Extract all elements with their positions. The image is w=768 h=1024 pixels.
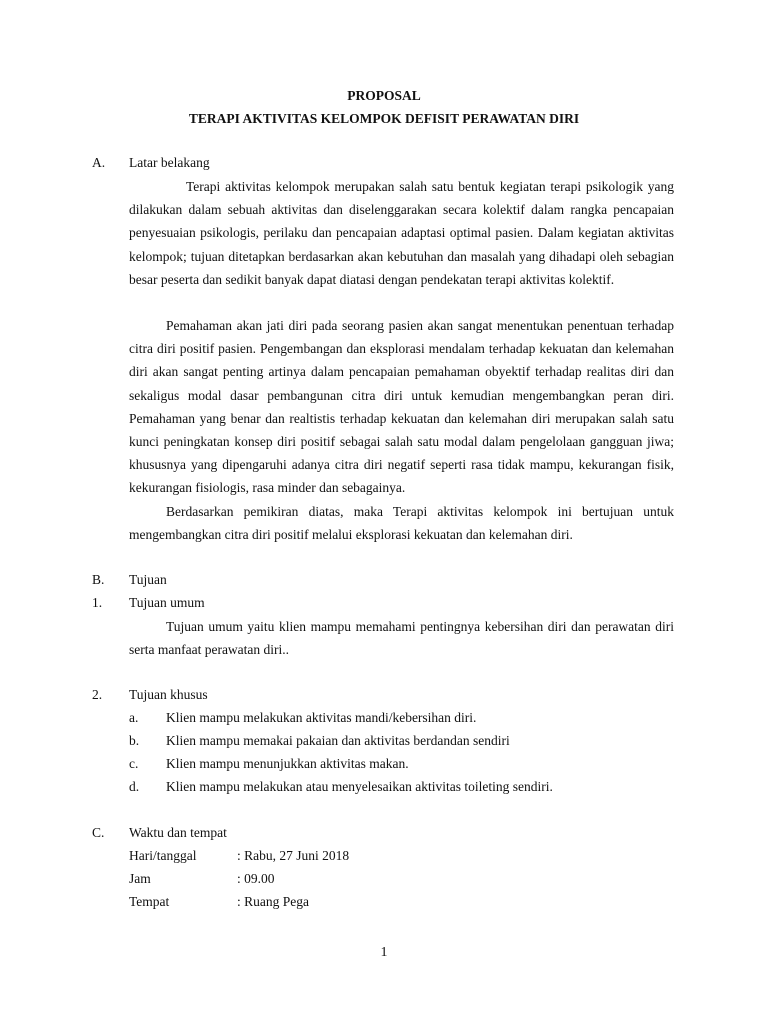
schedule-label-time: Jam [129,871,151,886]
schedule-label-date: Hari/tanggal [129,848,197,863]
document-subtitle: TERAPI AKTIVITAS KELOMPOK DEFISIT PERAWATAN DIRI [188,111,580,126]
list-item: Klien mampu melakukan aktivitas mandi/kebersihan diri. [166,710,477,725]
schedule-value-time: : 09.00 [237,871,275,886]
sub2-marker: 2. [92,687,103,702]
sub1-heading: Tujuan umum [129,595,205,610]
list-item-marker: c. [129,756,139,771]
section-c-heading: Waktu dan tempat [129,825,227,840]
sub1-text: Tujuan umum yaitu klien mampu memahami pentingnya kebersihan diri dan perawatan diri serta manfaat perawatan diri.. [129,619,674,658]
section-b-heading: Tujuan [129,572,167,587]
schedule-label-place: Tempat [129,894,170,909]
section-a-paragraph-3: Berdasarkan pemikiran diatas, maka Terapi aktivitas kelompok ini bertujuan untuk mengembangkan citra diri positif melalui eksplorasi kekuatan dan kelemahan diri. [129,504,674,543]
list-item-marker: a. [129,710,139,725]
document-title: PROPOSAL [347,88,421,103]
section-c-marker: C. [92,825,105,840]
list-item-marker: b. [129,733,140,748]
section-a-heading: Latar belakang [129,155,210,170]
section-a-paragraph-1: Terapi aktivitas kelompok merupakan salah satu bentuk kegiatan terapi psikologik yang dilakukan dalam sebuah aktivitas dan diselenggarakan secara kolektif dalam rangka pencapaian penyesuaian psikologis, perilaku dan pencapaian adaptasi optimal pasien. Dalam kegiatan aktivitas kelompok; tujuan ditetapkan berdasarkan akan kebutuhan dan masalah yang dihadapi oleh sebagian besar peserta dan sedikit banyak dapat diatasi dengan pendekatan terapi aktivitas kolektif. [129,179,674,287]
section-a-paragraph-2: Pemahaman akan jati diri pada seorang pasien akan sangat menentukan penentuan terhadap citra diri positif pasien. Pengembangan dan eksplorasi mendalam terhadap kekuatan dan kelemahan diri akan sangat penting artinya dalam pencapaian pemahaman obyektif terhadap realitas diri dan sekaligus modal dasar pembangunan citra diri untuk kemudian mengembangkan peran diri. Pemahaman yang benar dan realtistis terhadap kekuatan dan kelemahan diri merupakan salah satu kunci peningkatan konsep diri positif sebagai salah satu modal dalam pengelolaan gangguan jiwa; khususnya yang dipengaruhi adanya citra diri negatif seperti rasa tidak mampu, kekurangan fisik, kekurangan fisiologis, rasa minder dan sebagainya. [129,318,674,496]
list-item: Klien mampu menunjukkan aktivitas makan. [166,756,409,771]
schedule-value-date: : Rabu, 27 Juni 2018 [237,848,350,863]
sub2-heading: Tujuan khusus [129,687,208,702]
section-a-marker: A. [92,155,106,170]
list-item: Klien mampu memakai pakaian dan aktivitas berdandan sendiri [166,733,510,748]
list-item: Klien mampu melakukan atau menyelesaikan aktivitas toileting sendiri. [166,779,553,794]
list-item-marker: d. [129,779,140,794]
section-b-marker: B. [92,572,105,587]
sub1-marker: 1. [92,595,103,610]
page-number: 1 [380,945,388,960]
schedule-value-place: : Ruang Pega [237,894,309,909]
